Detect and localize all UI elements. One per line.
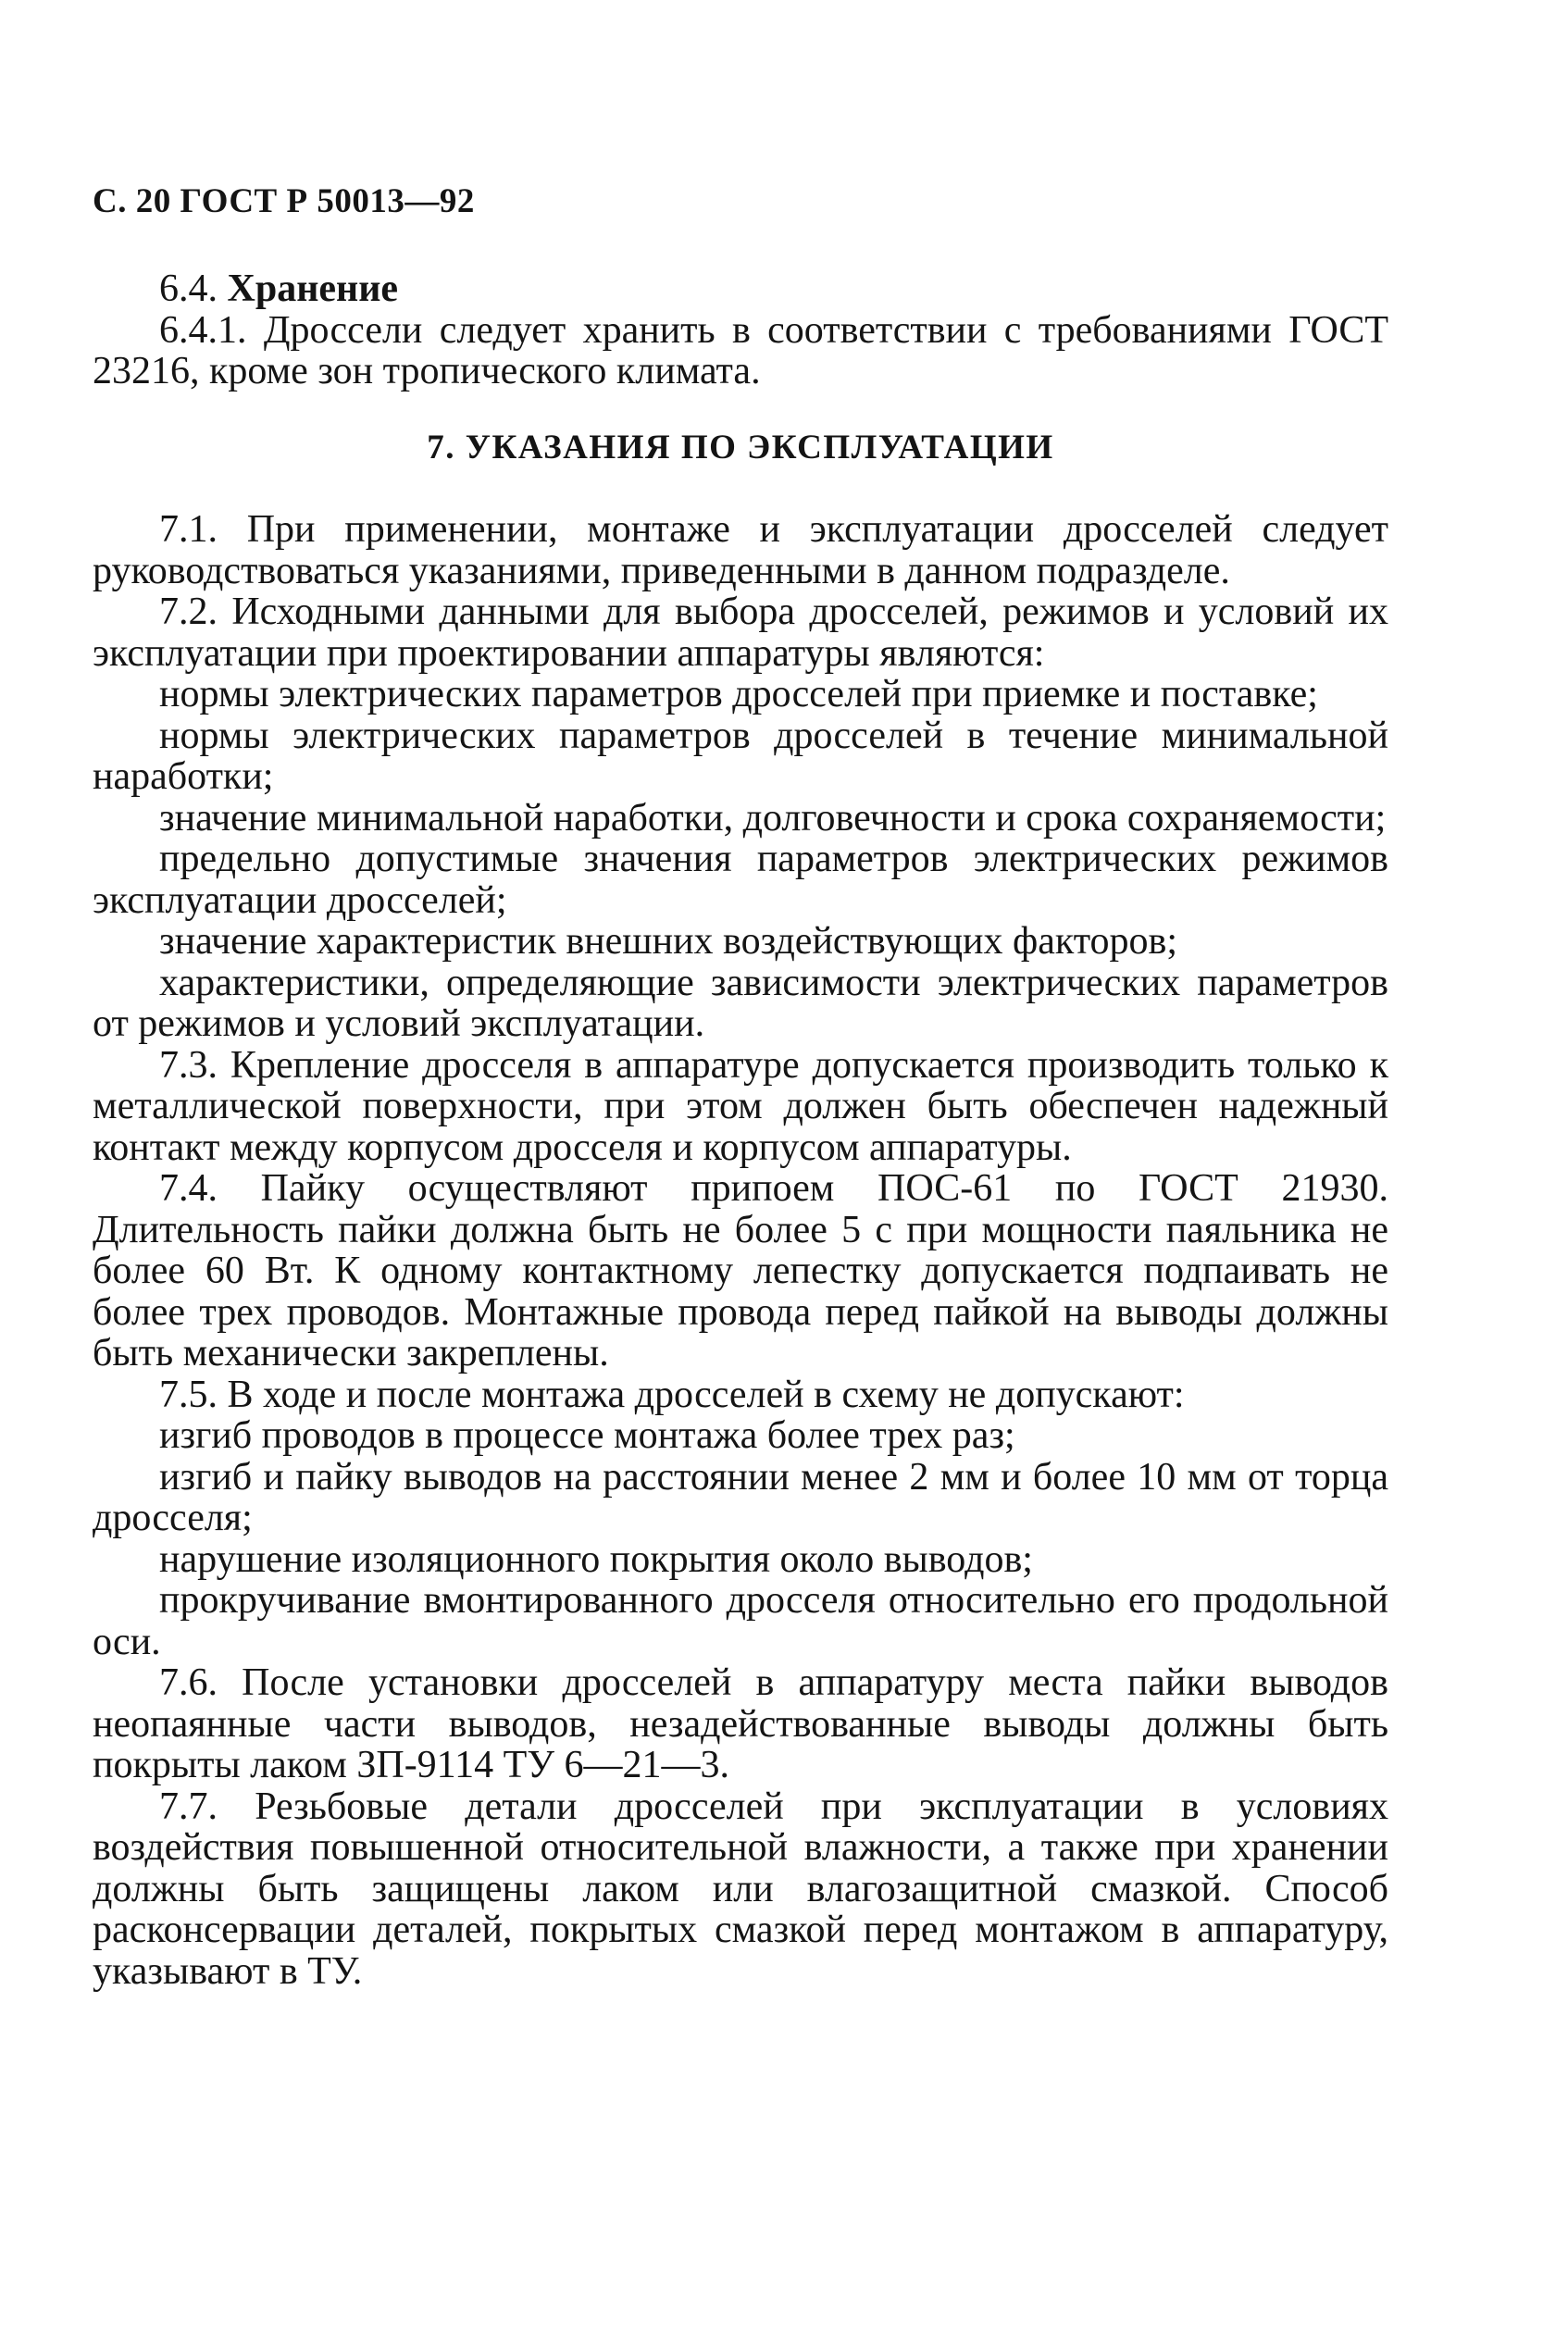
list-item: изгиб и пайку выводов на расстоянии менее 2 мм и более 10 мм от торца дросселя;: [93, 1455, 1388, 1539]
paragraph-7-1: 7.1. При применении, монтаже и эксплуатации дросселей следует руководствоваться указаниями, приведенными в данном подразделе.: [93, 508, 1388, 592]
list-item: изгиб проводов в процессе монтажа более трех раз;: [159, 1414, 1015, 1457]
list-item: характеристики, определяющие зависимости электрических параметров от режимов и условий эксплуатации.: [93, 961, 1388, 1045]
list-item: предельно допустимые значения параметров электрических режимов эксплуатации дросселей;: [93, 838, 1388, 922]
section-title: 7. УКАЗАНИЯ ПО ЭКСПЛУАТАЦИИ: [427, 428, 1054, 466]
paragraph-6-4-1: 6.4.1. Дроссели следует хранить в соответствии с требованиями ГОСТ 23216, кроме зон тропического климата.: [93, 308, 1388, 392]
paragraph-7-7: 7.7. Резьбовые детали дросселей при эксплуатации в условиях воздействия повышенной относительной влажности, а также при хранении должны быть защищены лаком или влагозащитной смазкой. Способ расконсервации деталей, покрытых смазкой перед монтажом в аппаратуру, указывают в ТУ.: [93, 1785, 1388, 1993]
subheading-6-4: [93, 268, 1388, 310]
storage-section: [93, 268, 1388, 1992]
list-item: нарушение изоляционного покрытия около выводов;: [159, 1537, 1033, 1581]
subheading-title: Хранение: [227, 267, 399, 310]
subheading-number: 6.4.: [159, 267, 218, 310]
paragraph-7-5: 7.5. В ходе и после монтажа дросселей в схему не допускают:: [159, 1373, 1185, 1416]
list-item: прокручивание вмонтированного дросселя относительно его продольной оси.: [93, 1579, 1388, 1663]
page-header: С. 20 ГОСТ Р 50013—92: [93, 182, 475, 220]
list-item: значение минимальной наработки, долговечности и срока сохраняемости;: [159, 796, 1387, 840]
paragraph-7-3: 7.3. Крепление дросселя в аппаратуре допускается производить только к металлической поверхности, при этом должен быть обеспечен надежный контакт между корпусом дросселя и корпусом аппаратуры.: [93, 1043, 1388, 1169]
paragraph-7-2: 7.2. Исходными данными для выбора дросселей, режимов и условий их эксплуатации при проектировании аппаратуры являются:: [93, 591, 1388, 675]
list-item: значение характеристик внешних воздействующих факторов;: [159, 920, 1178, 963]
list-item: нормы электрических параметров дросселей при приемке и поставке;: [159, 673, 1318, 715]
list-item: нормы электрических параметров дросселей в течение минимальной наработки;: [93, 714, 1388, 798]
paragraph-7-6: 7.6. После установки дросселей в аппаратуру места пайки выводов неопаянные части выводов, незадействованные выводы должны быть покрыты лаком ЗП-9114 ТУ 6—21—3.: [93, 1661, 1388, 1786]
paragraph-7-4: 7.4. Пайку осуществляют припоем ПОС-61 по ГОСТ 21930. Длительность пайки должна быть не более 5 с при мощности паяльника не более 60 Вт. К одному контактному лепестку допускается подпаивать не более трех проводов. Монтажные провода перед пайкой на выводы должны быть механически закреплены.: [93, 1167, 1388, 1374]
